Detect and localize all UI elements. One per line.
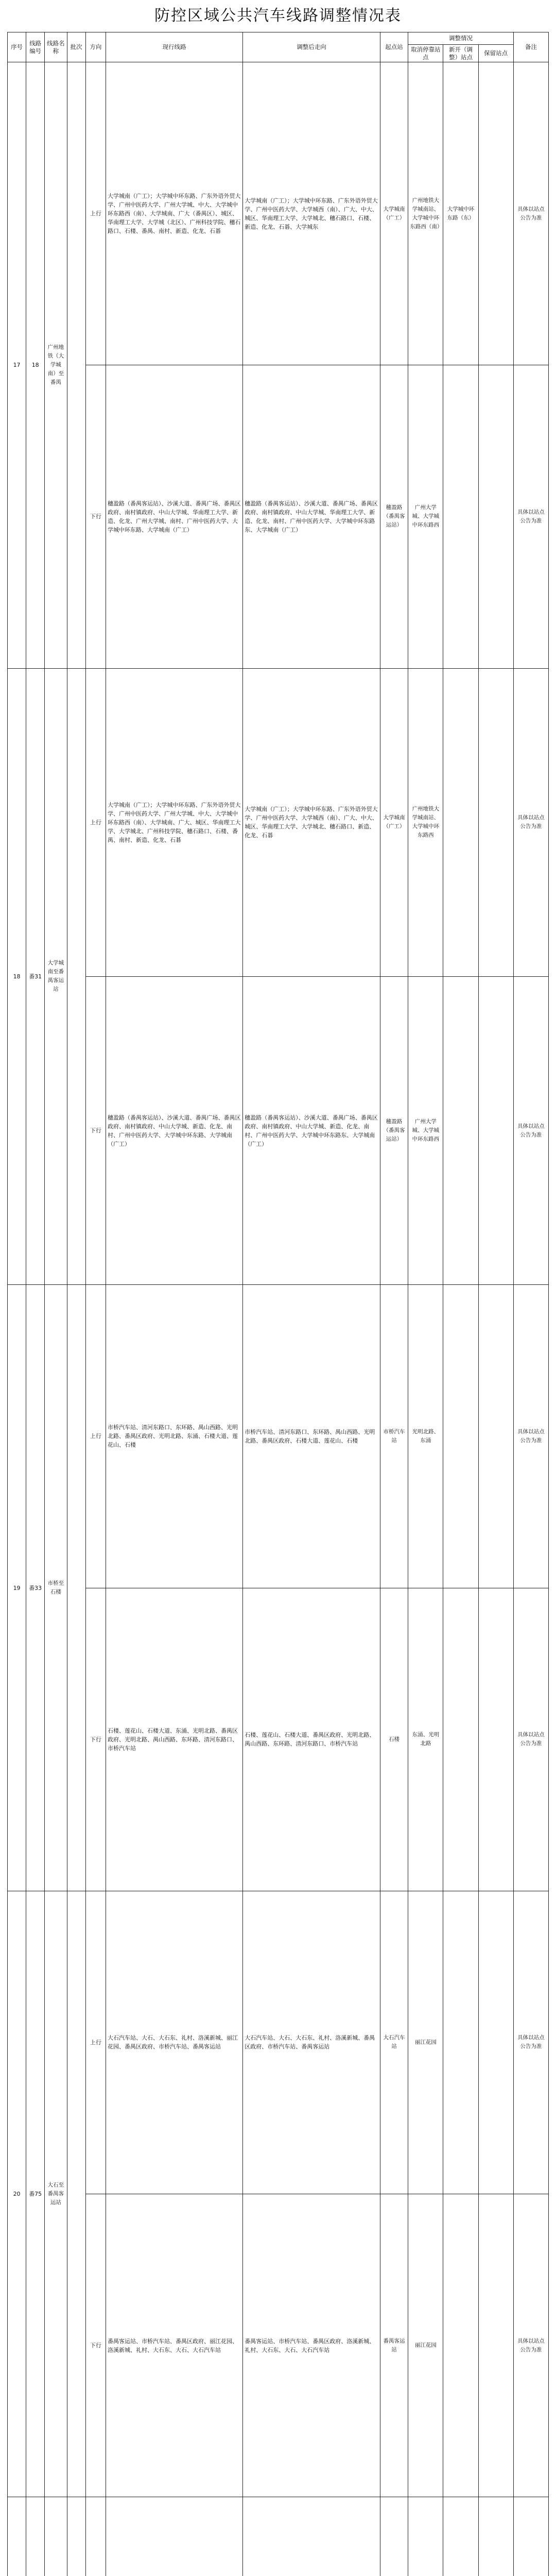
cell-scope bbox=[67, 668, 85, 1285]
header-adjust-group: 调整情况 bbox=[408, 32, 513, 45]
cell-start bbox=[380, 2497, 408, 2576]
cell-cancel-stations bbox=[408, 2497, 443, 2576]
cell-seq: 17 bbox=[8, 62, 26, 669]
cell-seq bbox=[8, 2497, 26, 2576]
cell-before-route: 大石汽车站、大石、大石东、礼村、洛溪新城、丽江花园、番禺区政府、市桥汽车站、番禺客运站 bbox=[106, 1891, 242, 2194]
table-row bbox=[8, 2194, 549, 2497]
cell-fixed-stations bbox=[478, 365, 513, 668]
cell-direction: 下行 bbox=[85, 2194, 106, 2497]
cell-new-stations bbox=[443, 1285, 478, 1588]
table-row bbox=[8, 668, 549, 976]
cell-seq: 20 bbox=[8, 1891, 26, 2497]
cell-scope bbox=[67, 62, 85, 669]
cell-fixed-stations bbox=[478, 1588, 513, 1891]
table-row bbox=[8, 1891, 549, 2194]
cell-direction: 上行 bbox=[85, 668, 106, 976]
header-after-route: 调整后走向 bbox=[243, 32, 380, 62]
cell-new-stations: 大学城中环东路（东） bbox=[443, 62, 478, 365]
cell-cancel-stations: 广州大学城、大学城中环东路西 bbox=[408, 365, 443, 668]
cell-direction: 下行 bbox=[85, 1588, 106, 1891]
cell-cancel-stations: 广州大学城、大学城中环东路西 bbox=[408, 976, 443, 1284]
cell-direction: 下行 bbox=[85, 365, 106, 668]
cell-cancel-stations: 丽江花园 bbox=[408, 2194, 443, 2497]
cell-start: 大石汽车站 bbox=[380, 1891, 408, 2194]
cell-after-route: 市桥汽车站、清河东路口、东环路、禺山西路、光明北路、番禺区政府、石楼大道、莲花山、石楼 bbox=[243, 1285, 380, 1588]
cell-note: 具体以站点公告为准 bbox=[513, 62, 548, 365]
header-fixed-stations: 保留站点 bbox=[478, 45, 513, 62]
cell-new-stations bbox=[443, 976, 478, 1284]
header-before-route: 现行线路 bbox=[106, 32, 242, 62]
page-title: 防控区域公共汽车线路调整情况表 bbox=[154, 7, 402, 25]
cell-new-stations bbox=[443, 2497, 478, 2576]
cell-direction: 上行 bbox=[85, 62, 106, 365]
table-row bbox=[8, 1588, 549, 1891]
cell-new-stations bbox=[443, 1588, 478, 1891]
cell-direction: 上行 bbox=[85, 1891, 106, 2194]
cell-after-route: 石楼、莲花山、石楼大道、番禺区政府、光明北路、禺山西路、东环路、清河东路口、市桥汽车站 bbox=[243, 1588, 380, 1891]
header-direction: 方向 bbox=[85, 32, 106, 62]
header-new-stations: 新开（调整）站点 bbox=[443, 45, 478, 62]
cell-after-route: 大学城南（广工）；大学城中环东路、广东外语外贸大学、广州中医药大学、大学城西（南）、广大、中大、城区、华南理工大学、大学城北、穗石路口、新造、化龙、石碁 bbox=[243, 668, 380, 976]
cell-scope bbox=[67, 1285, 85, 1891]
cell-fixed-stations bbox=[478, 976, 513, 1284]
table-row bbox=[8, 2497, 549, 2576]
cell-fixed-stations bbox=[478, 2497, 513, 2576]
header-cancel-stations: 取消停靠站点 bbox=[408, 45, 443, 62]
cell-note: 具体以站点公告为准 bbox=[513, 1588, 548, 1891]
header-line-name: 线路名称 bbox=[45, 32, 67, 62]
cell-note: 具体以站点公告为准 bbox=[513, 1285, 548, 1588]
header-note: 备注 bbox=[513, 32, 548, 62]
header-seq: 序号 bbox=[8, 32, 26, 62]
cell-after-route: 番禺客运站、市桥汽车站、番禺区政府、洛溪新城、礼村、大石东、大石、大石汽车站 bbox=[243, 2194, 380, 2497]
cell-before-route: 大学城南（广工）；大学城中环东路、广东外语外贸大学、广州中医药大学、广州大学城、中大、大学城中环东路西（南）、大学城南、广大、城区、华南理工大学、大学城北、广州科技学院、穗石路口、石楼、番禺、南村、新造、化龙、石碁 bbox=[106, 668, 242, 976]
cell-new-stations bbox=[443, 668, 478, 976]
cell-fixed-stations bbox=[478, 2194, 513, 2497]
cell-cancel-stations: 光明北路、东涌 bbox=[408, 1285, 443, 1588]
cell-line-no: 18 bbox=[26, 62, 45, 669]
cell-after-route: 大石汽车站、大石、大石东、礼村、洛溪新城、番禺区政府、市桥汽车站、番禺客运站 bbox=[243, 1891, 380, 2194]
cell-line-no: 番75 bbox=[26, 1891, 45, 2497]
cell-before-route: 石楼、莲花山、石楼大道、东涌、光明北路、番禺区政府、光明北路、禺山西路、东环路、清河东路口、市桥汽车站 bbox=[106, 1588, 242, 1891]
cell-start: 番禺客运站 bbox=[380, 2194, 408, 2497]
cell-before-route: 穗盈路（番禺客运站）、沙溪大道、番禺广场、番禺区政府、南村镇政府、中山大学城、华南理工大学、新造、化龙、广州大学城、南村、广州中医药大学、大学城中环东路、大学城南（广工） bbox=[106, 365, 242, 668]
cell-start: 石楼 bbox=[380, 1588, 408, 1891]
table-header-row bbox=[8, 32, 549, 45]
cell-line-name: 大学城南至番禺客运站 bbox=[45, 668, 67, 1285]
table-row bbox=[8, 1285, 549, 1588]
cell-note: 具体以站点公告为准 bbox=[513, 365, 548, 668]
cell-fixed-stations bbox=[478, 668, 513, 976]
cell-before-route bbox=[106, 2497, 242, 2576]
cell-cancel-stations: 丽江花园 bbox=[408, 1891, 443, 2194]
cell-start: 穗盈路（番禺客运站） bbox=[380, 365, 408, 668]
cell-cancel-stations: 广州地铁大学城南站、大学城中环东路西 bbox=[408, 668, 443, 976]
cell-cancel-stations: 广州地铁大学城南站、大学城中环东路西（南） bbox=[408, 62, 443, 365]
cell-line-no bbox=[26, 2497, 45, 2576]
cell-line-no: 番33 bbox=[26, 1285, 45, 1891]
cell-scope bbox=[67, 2497, 85, 2576]
cell-cancel-stations: 东涌、光明北路 bbox=[408, 1588, 443, 1891]
cell-after-route: 大学城南（广工）；大学城中环东路、广东外语外贸大学、广州中医药大学、大学城西（南）、广大、中大、城区、华南理工大学、大学城北、穗石路口、石楼、新造、化龙、石碁、大学城东 bbox=[243, 62, 380, 365]
cell-note: 具体以站点公告为准 bbox=[513, 1891, 548, 2194]
cell-new-stations bbox=[443, 1891, 478, 2194]
cell-line-name: 广州地铁（大学城南）至番禺 bbox=[45, 62, 67, 669]
cell-start: 市桥汽车站 bbox=[380, 1285, 408, 1588]
cell-start: 大学城南（广工） bbox=[380, 62, 408, 365]
cell-start: 大学城南（广工） bbox=[380, 668, 408, 976]
table-row bbox=[8, 976, 549, 1284]
cell-start: 穗盈路（番禺客运站） bbox=[380, 976, 408, 1284]
cell-line-name: 大石至番禺客运站 bbox=[45, 1891, 67, 2497]
cell-before-route: 穗盈路（番禺客运站）、沙溪大道、番禺广场、番禺区政府、南村镇政府、中山大学城、新造、化龙、南村、广州中医药大学、大学城中环东路、大学城南（广工） bbox=[106, 976, 242, 1284]
table-row bbox=[8, 365, 549, 668]
route-adjustment-table bbox=[7, 32, 549, 2576]
cell-new-stations bbox=[443, 365, 478, 668]
cell-note: 具体以站点公告为准 bbox=[513, 668, 548, 976]
cell-fixed-stations bbox=[478, 62, 513, 365]
table-row bbox=[8, 62, 549, 365]
cell-line-no: 番31 bbox=[26, 668, 45, 1285]
cell-after-route: 穗盈路（番禺客运站）、沙溪大道、番禺广场、番禺区政府、南村镇政府、中山大学城、华南理工大学、新造、化龙、南村、广州中医药大学、大学城中环东路东、大学城南（广工） bbox=[243, 365, 380, 668]
header-start: 起点站 bbox=[380, 32, 408, 62]
cell-line-name bbox=[45, 2497, 67, 2576]
cell-note: 具体以站点公告为准 bbox=[513, 2194, 548, 2497]
cell-line-name: 市桥至石楼 bbox=[45, 1285, 67, 1891]
cell-after-route bbox=[243, 2497, 380, 2576]
cell-new-stations bbox=[443, 2194, 478, 2497]
cell-before-route: 番禺客运站、市桥汽车站、番禺区政府、丽江花园、洛溪新城、礼村、大石东、大石、大石汽车站 bbox=[106, 2194, 242, 2497]
cell-direction: 下行 bbox=[85, 976, 106, 1284]
cell-note: 具体以站点公告为准 bbox=[513, 976, 548, 1284]
header-line-no: 线路编号 bbox=[26, 32, 45, 62]
cell-direction: 上行 bbox=[85, 1285, 106, 1588]
cell-fixed-stations bbox=[478, 1285, 513, 1588]
cell-before-route: 大学城南（广工）；大学城中环东路、广东外语外贸大学、广州中医药大学、广州大学城、中大、大学城中环东路西（南）、大学城南、广大（番禺区）、城区、华南理工大学、大学城（北区）、广州科技学院、穗石路口、石楼、番禺、南村、新造、化龙、石碁 bbox=[106, 62, 242, 365]
cell-direction bbox=[85, 2497, 106, 2576]
cell-seq: 18 bbox=[8, 668, 26, 1285]
cell-scope bbox=[67, 1891, 85, 2497]
cell-seq: 19 bbox=[8, 1285, 26, 1891]
cell-after-route: 穗盈路（番禺客运站）、沙溪大道、番禺广场、番禺区政府、南村镇政府、中山大学城、新造、化龙、南村、广州中医药大学、大学城中环东路东、大学城南（广工） bbox=[243, 976, 380, 1284]
cell-before-route: 市桥汽车站、清河东路口、东环路、禺山西路、光明北路、番禺区政府、光明北路、东涌、石楼大道、莲花山、石楼 bbox=[106, 1285, 242, 1588]
cell-fixed-stations bbox=[478, 1891, 513, 2194]
header-scope: 批次 bbox=[67, 32, 85, 62]
cell-note bbox=[513, 2497, 548, 2576]
